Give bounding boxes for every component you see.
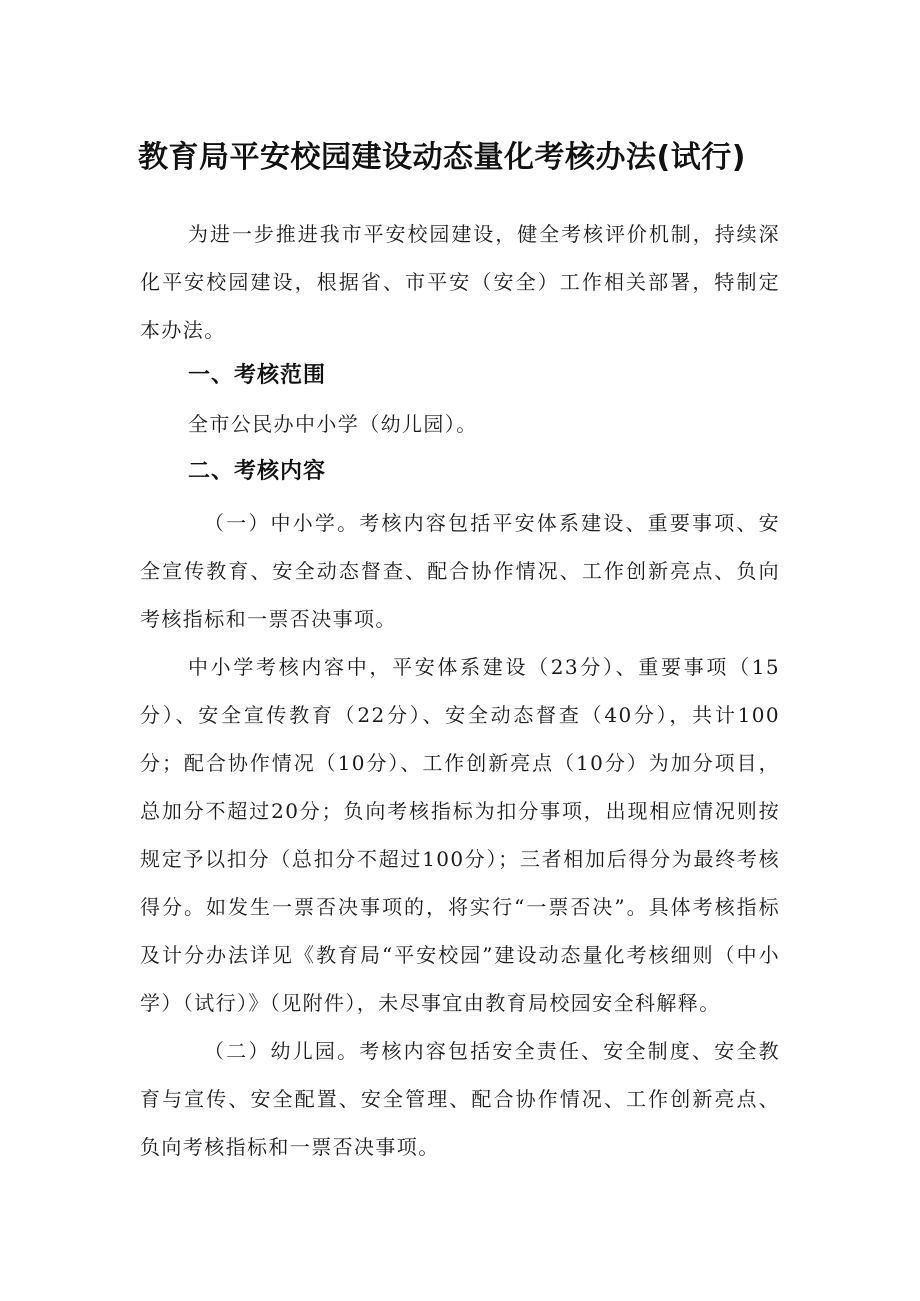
section-heading-content: 二、考核内容 bbox=[188, 459, 327, 484]
scope-paragraph: 全市公民办中小学（幼儿园）。 bbox=[188, 412, 478, 436]
kindergarten-paragraph: （二）幼儿园。考核内容包括安全责任、安全制度、安全教育与宣传、安全配置、安全管理、配合协作情况、工作创新亮点、负向考核指标和一票否决事项。 bbox=[140, 1039, 780, 1159]
intro-paragraph: 为进一步推进我市平安校园建设，健全考核评价机制，持续深化平安校园建设，根据省、市平安（安全）工作相关部署，特制定本办法。 bbox=[140, 222, 780, 342]
section-heading-scope: 一、考核范围 bbox=[188, 363, 327, 388]
primary-secondary-paragraph: （一）中小学。考核内容包括平安体系建设、重要事项、安全宣传教育、安全动态督查、配合协作情况、工作创新亮点、负向考核指标和一票否决事项。 bbox=[140, 511, 780, 631]
document-title: 教育局平安校园建设动态量化考核办法(试行) bbox=[138, 140, 746, 175]
scoring-paragraph: 中小学考核内容中，平安体系建设（23分）、重要事项（15分）、安全宣传教育（22分）、安全动态督查（40分），共计100分；配合协作情况（10分）、工作创新亮点（10分）为加分项目，总加分不超过20分；负向考核指标为扣分事项，出现相应情况则按规定予以扣分（总扣分不超过100分）；三者相加后得分为最终考核得分。如发生一票否决事项的，将实行“一票否决”。具体考核指标及计分办法详见《教育局“平安校园”建设动态量化考核细则（中小学）（试行）》（见附件），未尽事宜由教育局校园安全科解释。 bbox=[140, 655, 780, 1015]
